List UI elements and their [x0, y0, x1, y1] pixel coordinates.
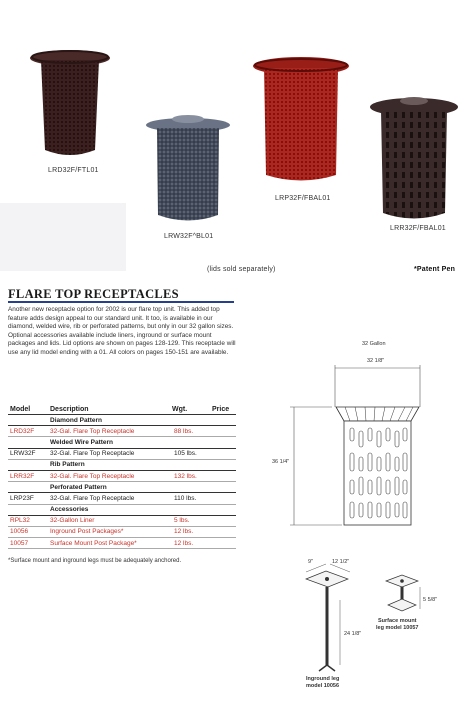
group-row	[8, 437, 236, 448]
group-rib: Rib Pattern	[8, 459, 236, 470]
lrp-caption: LRP32F/FBAL01	[275, 195, 331, 202]
section-heading: FLARE TOP RECEPTACLES	[8, 287, 179, 301]
group-perforated: Perforated Pattern	[8, 482, 236, 493]
lrw-receptacle-image	[146, 115, 230, 221]
lrw-caption: LRW32F^BL01	[164, 233, 214, 240]
cell-description: 32-Gal. Flare Top Receptacle	[48, 493, 170, 504]
lrr-caption: LRR32F/FBAL01	[390, 225, 446, 232]
surface-caption-2: leg model 10057	[376, 625, 419, 631]
cell-wgt: 12 lbs.	[170, 526, 210, 537]
cell-wgt: 105 lbs.	[170, 448, 210, 459]
cell-description: Surface Mount Post Package*	[48, 538, 170, 549]
cell-description: Inground Post Packages*	[48, 526, 170, 537]
table-row	[8, 448, 236, 459]
spec-table	[8, 405, 236, 549]
dim-surface-height: 5 5/8"	[423, 597, 438, 603]
section-description: Another new receptacle option for 2002 is our flare top unit. This added top feature adds design appeal to our standard unit. It too, is available in our diamond, welded wire, rib or perforated patterns, but only in our 32 gallon sizes. Optional accessories available include liners, inground or surface mount packages and lids. Lid options are shown on pages 128-129. This receptacle will use any lid model ending with a 01. All colors on pages 150-151 are available.	[8, 306, 236, 356]
cell-description: 32-Gal. Flare Top Receptacle	[48, 470, 170, 481]
table-row	[8, 526, 236, 537]
cell-model: LRP23F	[8, 493, 48, 504]
cell-price	[210, 470, 236, 481]
cell-model: 10056	[8, 526, 48, 537]
dim-width: 32 1/8"	[367, 358, 385, 364]
group-accessories: Accessories	[8, 504, 236, 515]
cell-model: LRR32F	[8, 470, 48, 481]
dim-height: 36 1/4"	[272, 459, 290, 465]
cell-price	[210, 448, 236, 459]
group-row	[8, 504, 236, 515]
inground-caption-2: model 10056	[306, 683, 340, 689]
cell-wgt: 5 lbs.	[170, 515, 210, 526]
group-welded: Welded Wire Pattern	[8, 437, 236, 448]
dim-inground-plate: 9"	[308, 559, 314, 565]
table-footnote: *Surface mount and inground legs must be adequately anchored.	[8, 558, 182, 564]
lrd-caption: LRD32F/FTL01	[48, 167, 99, 174]
table-row	[8, 515, 236, 526]
group-row	[8, 459, 236, 470]
cell-model: 10057	[8, 538, 48, 549]
cell-wgt: 12 lbs.	[170, 538, 210, 549]
col-wgt: Wgt.	[170, 405, 210, 415]
cell-price	[210, 538, 236, 549]
lrr-receptacle-image	[370, 97, 458, 219]
heading-rule	[8, 301, 234, 303]
inground-caption-1: Inground leg	[306, 676, 340, 682]
dim-capacity: 32 Gallon	[362, 341, 386, 347]
lrd-receptacle-image	[30, 50, 110, 155]
photo-blur-area	[0, 203, 126, 271]
cell-price	[210, 426, 236, 437]
cell-model: RPL32	[8, 515, 48, 526]
cell-price	[210, 526, 236, 537]
surface-caption-1: Surface mount	[378, 618, 417, 624]
lrp-receptacle-image	[253, 57, 349, 181]
product-photos	[0, 0, 465, 275]
receptacle-drawing	[336, 407, 419, 525]
inground-leg-drawing	[306, 564, 350, 671]
table-row	[8, 493, 236, 504]
group-row	[8, 415, 236, 426]
surface-mount-leg-drawing	[386, 575, 420, 611]
col-description: Description	[48, 405, 170, 415]
cell-model: LRD32F	[8, 426, 48, 437]
cell-description: 32-Gal. Flare Top Receptacle	[48, 426, 170, 437]
table-row	[8, 538, 236, 549]
cell-wgt: 110 lbs.	[170, 493, 210, 504]
cell-price	[210, 493, 236, 504]
cell-wgt: 88 lbs.	[170, 426, 210, 437]
group-diamond: Diamond Pattern	[8, 415, 236, 426]
col-model: Model	[8, 405, 48, 415]
table-header-row	[8, 405, 236, 415]
cell-model: LRW32F	[8, 448, 48, 459]
cell-description: 32-Gal. Flare Top Receptacle	[48, 448, 170, 459]
dim-inground-offset: 12 1/2"	[332, 559, 350, 565]
table-row	[8, 426, 236, 437]
cell-description: 32-Gallon Liner	[48, 515, 170, 526]
lids-note: (lids sold separately)	[207, 266, 276, 273]
dim-inground-leg-height: 24 1/8"	[344, 631, 362, 637]
group-row	[8, 482, 236, 493]
patent-note: *Patent Pen	[414, 266, 456, 273]
cell-price	[210, 515, 236, 526]
cell-wgt: 132 lbs.	[170, 470, 210, 481]
dimension-diagram	[270, 335, 460, 705]
col-price: Price	[210, 405, 236, 415]
table-row	[8, 470, 236, 481]
